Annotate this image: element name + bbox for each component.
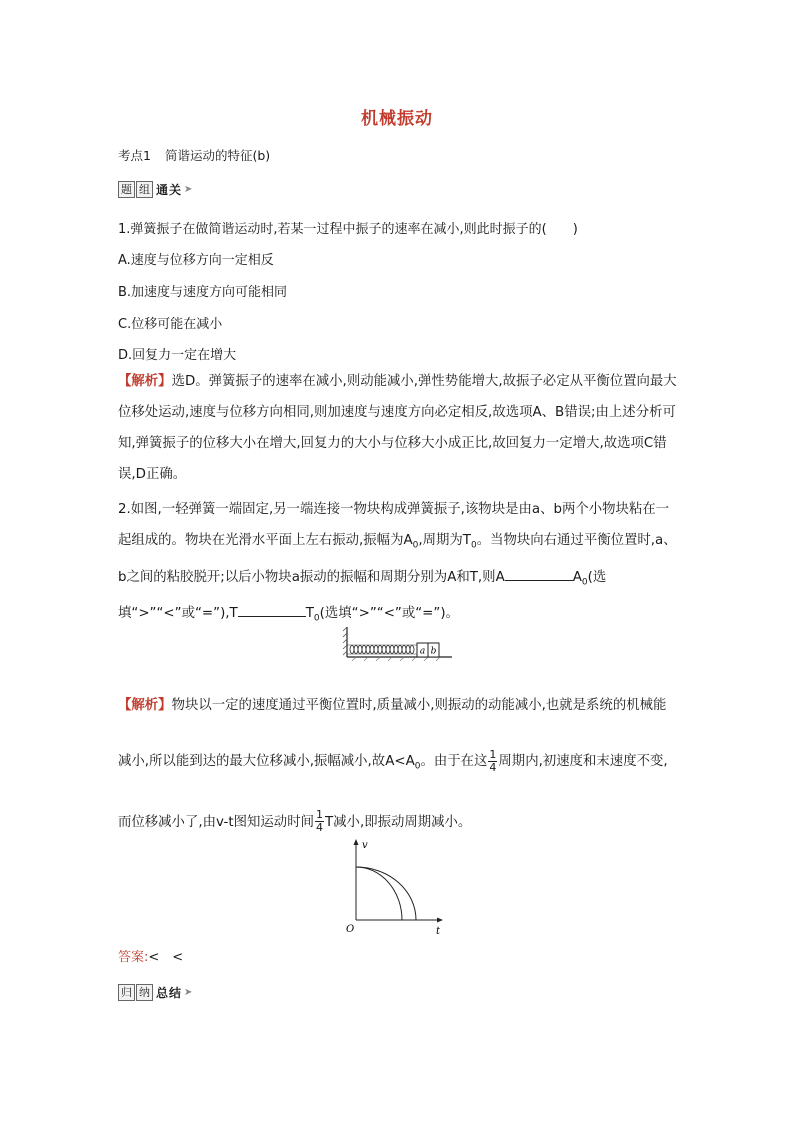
analysis-tag: 【解析】 <box>118 374 172 389</box>
badge-summary <box>118 984 192 1000</box>
q2-analysis-part: 周期内,初速度和末速度不变,而位移减小了,由v-t图知运动时间 <box>118 754 668 830</box>
section-text: 简谐运动的特征(b) <box>164 148 271 163</box>
block-b-label: b <box>430 646 437 657</box>
fraction-one-quarter <box>315 809 324 834</box>
q2-stem-part: 。当物块向右通过平衡位置时,a、b之间的粘胶脱开;以后小物块a振动的振幅和周期分别为A和T,则A <box>118 533 677 585</box>
badge-question-group <box>118 181 192 197</box>
block-a-label: a <box>419 646 426 657</box>
q2-stem: 2.如图,一轻弹簧一端固定,另一端连接一物块构成弹簧振子,该物块是由a、b两个小物块粘在一起组成的。物块在光滑水平面上左右振动,振幅为$A_0$,周期为$T_0$。当物块向右通过平衡位置时,a、b之间的粘胶脱开;以后小物块a振动的振幅和周期分别为A和T,则A $A_0$(选填“>”“<”或“=”),T $T_0$(选填“>”“<”或“=”)。 <box>118 502 677 625</box>
badge-char: 题 <box>118 181 135 198</box>
subscript: 0 <box>581 577 588 588</box>
subscript: 0 <box>470 540 477 551</box>
double-chevron-icon: ➤ <box>184 183 193 195</box>
badge-char: 归 <box>118 984 135 1001</box>
badge-char: 组 <box>136 181 153 198</box>
section-heading <box>118 146 270 164</box>
fraction-one-quarter <box>488 749 497 774</box>
q2-analysis-part: T减小,即振动周期减小。 <box>324 814 472 830</box>
badge-text: 总结 <box>156 985 183 1000</box>
badge-char: 纳 <box>136 984 153 1001</box>
page-title: 机械振动 <box>361 109 433 129</box>
subscript: 0 <box>412 540 419 551</box>
q2-stem-part: ,周期为T <box>418 533 471 548</box>
double-chevron-icon: ➤ <box>184 986 193 998</box>
axis-label-t: t <box>436 926 441 936</box>
q2-stem-part: (选填“>”“<”或“=”),T <box>118 569 607 622</box>
fraction-numerator: 1 <box>315 808 323 822</box>
subscript: 0 <box>313 614 320 625</box>
analysis-tag: 【解析】 <box>118 698 172 713</box>
q2-analysis-part: 物块以一定的速度通过平衡位置时,质量减小,则振动的动能减小,也就是系统的机械能减小,所以能到达的最大位移减小,振幅减小,故A<A <box>118 698 667 769</box>
axis-label-v: v <box>362 840 368 851</box>
fraction-denominator: 4 <box>489 760 497 774</box>
q2-stem-part: 2.如图,一轻弹簧一端固定,另一端连接一物块构成弹簧振子,该物块是由a、b两个小物块粘在一起组成的。物块在光滑水平面上左右振动,振幅为A <box>118 502 670 548</box>
answer-value: < < <box>148 950 184 965</box>
section-label: 考点1 <box>118 148 151 163</box>
q2-stem-part: (选填“>”“<”或“=”)。 <box>319 606 459 622</box>
fraction-denominator: 4 <box>315 821 323 835</box>
q2-analysis <box>118 678 678 851</box>
subscript: 0 <box>414 761 421 772</box>
answer-line <box>118 946 183 965</box>
badge-text: 通关 <box>156 182 183 197</box>
fraction-numerator: 1 <box>489 747 497 761</box>
q1-option-a: A.速度与位移方向一定相反 <box>118 253 274 268</box>
q1-analysis <box>118 366 678 490</box>
q2-analysis-part: 。由于在这 <box>420 754 488 769</box>
axis-label-origin: O <box>346 924 355 935</box>
q1-stem: 1.弹簧振子在做简谐运动时,若某一过程中振子的速率在减小,则此时振子的( ) <box>118 222 578 237</box>
answer-blank <box>238 604 306 617</box>
spring-figure <box>342 627 454 661</box>
vt-graph <box>344 836 448 936</box>
q1-option-c: C.位移可能在减小 <box>118 317 223 332</box>
answer-label: 答案: <box>118 950 149 965</box>
q1-option-b: B.加速度与速度方向可能相同 <box>118 285 288 300</box>
q1-analysis-text: 选D。弹簧振子的速率在减小,则动能减小,弹性势能增大,故振子必定从平衡位置向最大位移处运动,速度与位移方向相同,则加速度与速度方向必定相反,故选项A、B错误;由上述分析可知,弹簧振子的位移大小在增大,回复力的大小与位移大小成正比,故回复力一定增大,故选项C错误,D正确。 <box>118 374 677 482</box>
answer-blank <box>505 568 573 581</box>
q1-option-d: D.回复力一定在增大 <box>118 348 237 363</box>
